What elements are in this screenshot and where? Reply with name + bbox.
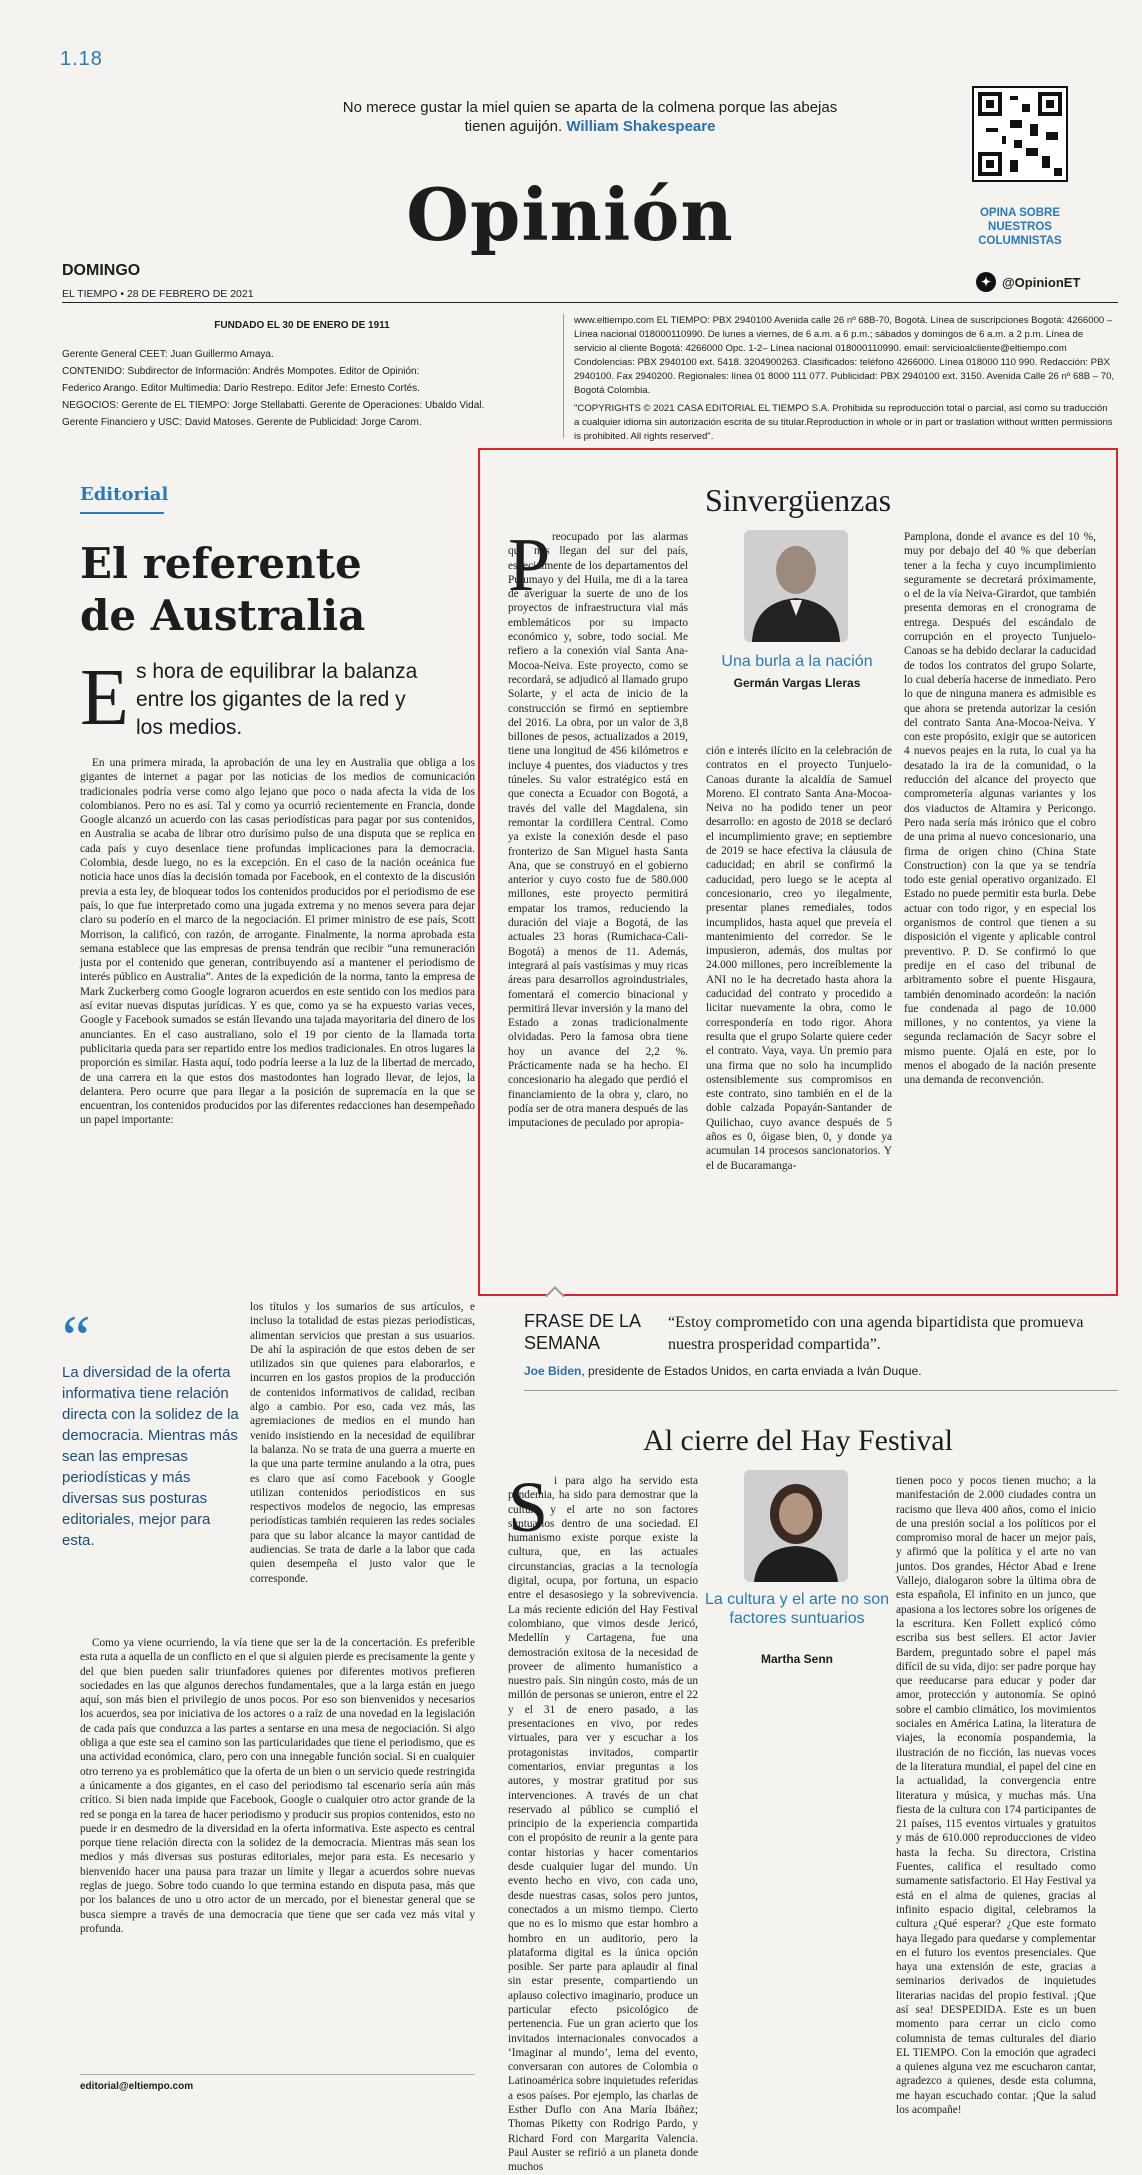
founded-line: FUNDADO EL 30 DE ENERO DE 1911 xyxy=(214,320,390,331)
editorial-pull-quote: La diversidad de la oferta informativa tiene relación directa con la solidez de la democracia. Mientras más sean las empresas periodísticas y más diversas sus posturas editoriales, mejor para esta. xyxy=(62,1364,239,1549)
header-divider xyxy=(563,314,564,438)
column1-title: Sinvergüenzas xyxy=(704,482,892,518)
column1-tagline: Una burla a la nación xyxy=(721,653,873,670)
person-icon xyxy=(744,530,848,642)
column2-author: Martha Senn xyxy=(760,1652,833,1666)
editorial-title: El referente de Australia xyxy=(80,539,366,640)
editorial-kicker: Editorial xyxy=(80,484,169,505)
date-line: EL TIEMPO • 28 DE FEBRERO DE 2021 xyxy=(62,288,254,300)
editorial-email[interactable]: editorial@eltiempo.com xyxy=(80,2081,194,2092)
qr-pattern-icon xyxy=(974,88,1066,180)
pull-quote-mark-icon: “ xyxy=(62,1302,91,1373)
page-number: 1.18 xyxy=(60,48,103,70)
person-icon xyxy=(744,1470,848,1582)
editorial-lede: s hora de equilibrar la balanza entre los gigantes de la red y los medios. xyxy=(136,660,418,739)
contact-info: www.eltiempo.com EL TIEMPO: PBX 2940100 Avenida calle 26 nº 68B-70, Bogotá. Línea de suscripciones Bogotá: 4266000 – Línea nacional 018000110990. De lunes a viernes, de 6 a.m. a 6 p.m.; sábados y domingos de 6 a.m. a 2 p.m. Línea de servicio al cliente Bogotá: 4266000 Opc. 1-2– Línea nacional 018000110990. email: servicioalcliente@eltiempo.com Condolencias: PBX 2940100 ext. 5418. 3204900263. Clasificados: teléfono 4266000. Línea 018000 110 990. Redacción: PBX 2940100. Fax 2940200. Regionales: línea 01 8000 111 077. Publicidad: PBX 2940100 ext. 3150. Avenida Calle 26 nº 68B – 70, Bogotá Colombia. xyxy=(574,315,1115,396)
frase-quote: “Estoy comprometido con una agenda bipartidista que promueva nuestra prosperidad compartida”. xyxy=(668,1314,1084,1353)
editorial-body-middle: los títulos y los sumarios de sus artículos, e incluso la totalidad de estas piezas periodísticas, alimentan servicios que prestan a sus usuarios. De ahí la aspiración de que estos deben de ser utilizados sin que quienes para elaborarlos, e incurren en los gastos propios de la producción de contenidos informativos de calidad, reciban algo a cambio. Por eso, cada vez más, las agremiaciones de medios en el mundo han venido insistiendo en la necesidad de equilibrar la balanza. No se trata de una guerra a muerte en la que una parte termine anulando a la otra, pues es claro que así como Facebook y Google utilizan contenidos periodísticos en sus respectivos modelos de negocio, las empresas periodísticas también requieren las redes sociales para que su labor alcance la mayor cantidad de audiencias. Se trata de darle a la labor que cada quien desempeña el justo valor que le corresponde. xyxy=(250,1301,475,1585)
twitter-handle-text: @OpinionET xyxy=(1002,274,1081,290)
staff-line: Federico Arango. Editor Multimedia: Darío Restrepo. Editor Jefe: Ernesto Cortés. xyxy=(62,383,420,394)
top-quote xyxy=(330,98,850,136)
column1-body-b: ción e interés ilícito en la celebración de contratos en el proyecto Tunjuelo-Canoas durante la alcaldía de Samuel Moreno. El contrato Santa Ana-Mocoa-Neiva no ha podido tener un peor desarrollo: en agosto de 2018 se declaró el incumplimiento grave; en septiembre de 2019 se hace efectiva la cláusula de caducidad; en abril se confirmó la caducidad, pero luego se le acepta al concesionario, creo yo ilegalmente, presentar planes remediales, todos incumplidos, hasta aquel que preveía el mantenimiento del corredor. Se le impusieron, además, dos multas por 24.000 millones, pero increíblemente la ANI no le ha decretado hasta ahora la caducidad del contrato y procedido a licitar nuevamente la obra, como le correspondería en todo rigor. Ahora resulta que el grupo Solarte quiere ceder el contrato. Vaya, vaya. Un premio para una firma que no solo ha incumplido ostensiblemente sus compromisos en este contrato, sino también en el de la doble calzada Popayán-Santander de Quilichao, cuyo avance después de 5 años es 0, óigase bien, 0, y donde ya acumulan 14 procesos sancionatorios. Y el de Bucaramanga- xyxy=(706,745,892,1172)
column2-body-a: i para algo ha servido esta pandemia, ha sido para demostrar que la cultura y el arte no son factores suntuarios dentro de una sociedad. El humanismo existe porque existe la cultura, que, en las actuales circunstancias, gracias a la tecnología digital, ocupa, por fortuna, un espacio entre el desasosiego y la sobrevivencia. La más reciente edición del Hay Festival colombiano, que vimos desde Jericó, Medellín y Cartagena, fue una demostración exitosa de la necesidad de proveer de alimento humanístico a nuestro país. Sin ningún costo, más de un millón de personas se unieron, entre el 22 y el 31 de enero pasado, a las presentaciones en vivo, por redes virtuales, para ver y escuchar a los protagonistas invitados, compartir comentarios, enviar preguntas a los autores, y mostrar gratitud por sus intervenciones. A través de un chat reservado al público se cumplió el principio de la experiencia compartida con el propósito de reunir a la gente para contar historias y hacer comentarios desde cualquier lugar del mundo. Un evento hecho en vivo, con cada uno, desde nuestras casas, solos pero juntos, conectados a un mismo tiempo. Cierto que no es lo mismo que estar hombro a hombro en un auditorio, pero la plataforma digital es la única opción posible. Ser parte para aplaudir al final sin estar presente, compartiendo un aplauso colectivo imaginario, produce un particular efecto psicológico de pertenencia. Fue un gran acierto que los invitados internacionales convocados a ‘Imaginar al mundo’, lema del evento, conversaran con autores de Colombia o Latinoamérica sobre inquietudes referidas a esos países. Por ejemplo, las charlas de Esther Duflo con Ana María Ibáñez; Thomas Piketty con Rodrigo Pardo, y Richard Ford con Margarita Valencia. Paul Auster se refirió a un planeta donde muchos xyxy=(508,1475,698,2174)
editorial-body-bottom: Como ya viene ocurriendo, la vía tiene que ser la de la concertación. Es preferible esta ruta a aquella de un conflicto en el que si alguien pierde es precisamente la gente y del que bien pueden salir triunfadores quienes por diferentes motivos prefieren sociedades en las que algunos derechos fundamentales, que a la larga están en juego aquí, son más bien el privilegio de unos pocos. Por eso son bienvenidos y necesarios los acuerdos, sea por iniciativa de los actores o a raíz de una novedad en la legislación de cada país que conduzca a las partes a sentarse en una mesa de negociación. Si algo obliga a que este sea el camino son las particularidades que tiene el periodismo, que es una actividad económica, claro, pero con una innegable función social. Si en cualquier otro terreno ya es problemático que la oferta de un bien o un servicio quede restringida a únicamente a dos gigantes, en el caso del periodismo tal escenario sería aún más crítico. Si bien nada impide que Facebook, Google o cualquier otro actor grande de la red se ponga en la tarea de hacer periodismo y producir sus propios contenidos, esto no puede ir en desmedro de la diversidad en la oferta informativa. Este aspecto es central porque tiene relación directa con la solidez de la democracia. Mientras más sean los medios y más diversas sus posturas editoriales, mejor para esta. Es necesario y bienvenido hacer una pausa para trazar un límite y llegar a acuerdos sobre nuevas reglas de juego. Sobre todo cuando lo que termina estando en disputa pasa, más que por los balances de uno u otro actor de un mercado, por el bienestar general que se busca siempre a través de una democracia que tiene que ser cada vez más vital y profunda. xyxy=(80,1637,475,1935)
column2-tagline: La cultura y el arte no son factores suntuarios xyxy=(704,1591,890,1627)
frase-role: , presidente de Estados Unidos, en carta enviada a Iván Duque. xyxy=(581,1364,922,1378)
qr-caption: OPINA SOBRE NUESTROS COLUMNISTAS xyxy=(978,207,1062,247)
staff-line: Gerente General CEET: Juan Guillermo Amaya. xyxy=(62,349,274,360)
kicker-underline xyxy=(80,512,164,514)
frase-attribution xyxy=(524,1364,922,1378)
staff-box xyxy=(62,346,562,431)
author-photo-senn xyxy=(744,1470,848,1582)
column1-body-c: Pamplona, donde el avance es del 10 %, muy por debajo del 40 % que deberían tener a la fecha y cuyo incumplimiento seguramente se decretará próximamente, o el de la vía Neiva-Girardot, que también presenta demoras en el cronograma de entrega. Después del escándalo de corrupción en el proyecto Tunjuelo-Canoas se ha debido declarar la caducidad de todos los contratos del grupo Solarte, lo cual debería hacerse de inmediato. Pero lo que de ninguna manera es admisible es que ahora se pretenda autorizar la cesión del contrato Santa Ana-Mocoa-Neiva. Y con este propósito, exigir que se autoricen 4 nuevos peajes en la ruta, lo cual ya ha desatado la ira de la comunidad, o la reducción del alcance del proyecto que comprometería algunas variantes y los dos viaductos de Altamira y Pericongo. Pero nada sería más irónico que el cobro de una prima al nuevo concesionario, una firma de origen chino (China State Construction) con la que ya se tendría todo este genial operativo organizado. El Estado no puede permitir esta burla. Debe actuar con todo rigor, y en especial los organismos de control que tienen a su disposición el vigente y aplicable control preventivo. P. D. Se confirmó lo que predije en el caso del tribunal de arbitramento sobre el puente Hisgaura, también denominado acordeón: la nación fue condenada al pago de 10.000 millones, y no contentos, ya viene la segunda reclamación de Sacyr sobre el mismo puente. Ojalá en este, por lo menos el abogado de la nación presente una demanda de reconvención. xyxy=(904,531,1096,1087)
editorial-drop-cap: E xyxy=(80,654,129,742)
column1-intro: reocupado por las alarmas que nos llegan del sur del país, especialmente de los departamentos del Putumayo y del Huila, me di a la tarea de averiguar la suerte de uno de los proyectos de infraestructura vial más emblemáticos por su impacto económico y, sobre, todo social. Me refiero a la conexión vial Santa Ana-Mocoa-Neiva. Este proyecto, como se recordará, se adjudicó al llamado grupo Solarte, y el acta de inicio de la construcción se firmó en septiembre del 2016. La obra, por un valor de 3,8 billones de pesos, actualizados a 2019, tiene una longitud de 456 kilómetros e incluye 4 puentes, dos viaductos y tres túneles. Su valor estratégico está en que conecta a Ecuador con Bogotá, a través del valle del Magdalena, sin remontar la cordillera Central. Como ya existe la conexión desde el paso fronterizo de San Miguel hasta Santa Ana, que se construyó en el gobierno anterior y cuyo costo fue de 580.000 millones, este proyecto permitirá empatar los tramos, reduciendo la duración del viaje a Bogotá, de las actuales 23 horas (Rumichaca-Cali-Bogotá) a menos de 11. Además, integrará al país vastísimas y muy ricas áreas para desarrollos agroindustriales, fomentará el comercio binacional y permitirá llevar inversión y la mano del Estado a zonas tradicionalmente olvidadas. Pero la famosa obra tiene hoy un avance del 2,2 %. Prácticamente nada se ha hecho. El concesionario ha alegado que perdió el financiamiento de la obra y, claro, no podía ser de otra manera después de las imputaciones de peculado por apropia- xyxy=(508,531,688,1130)
column2-drop-cap: S xyxy=(508,1467,549,1547)
column2-title: Al cierre del Hay Festival xyxy=(643,1424,953,1457)
top-quote-text: No merece gustar la miel quien se aparta de la colmena porque las abejas tienen aguijón. xyxy=(342,99,838,135)
twitter-icon: ✦ xyxy=(976,272,996,292)
editorial-body-top: En una primera mirada, la aprobación de una ley en Australia que obliga a los gigantes de internet a pagar por las noticias de los medios de comunicación tradicionales podría verse como algo lejano que poco o nada afecta la vida de los colombianos. Pero no es así. Tal y como ya ocurrió recientemente en Francia, donde Google alcanzó un acuerdo con las casas periodísticas para pagar por sus contenidos, en Australia se acaba de librar otro durísimo pulso de una disputa que se replica en cada país y cuyo desenlace tiene profundas implicaciones para la democracia. Colombia, desde luego, no es la excepción. En el caso de la nación oceánica fue noticia hace unos días la decisión tomada por Facebook, en el contexto de la discusión previa a esta ley, de bloquear todos los contenidos producidos por el periodismo de ese país, lo que fue interpretado como una jugada extrema y no menos severa para dejar claro su poderío en el marco de la negociación. El primer ministro de ese país, Scott Morrison, la calificó, con razón, de arrogante. Finalmente, la norma aprobada esta semana establece que las empresas de prensa tendrán que recibir “una remuneración justa por el contenido que generan, contribuyendo así a mantener el periodismo de interés público en Australia”. Antes de la expedición de la norma, tanto la empresa de Mark Zuckerberg como Google lograron acuerdos en este sentido con los medios para así evitar nuevas disputas jurídicas. Y es que, como ya se ha expuesto varias veces, Google y Facebook sumados se están llevando una tajada mayoritaria del dinero de los anunciantes. En el caso australiano, solo el 19 por ciento de la llamada torta publicitaria queda para ser repartido entre los medios tradicionales. En otros lugares la proporción es similar. Hasta aquí, todo podría leerse a la luz de la libertad de mercado, de una carrera en la que estos dos mastodontes han logrado llevar, de lejos, la delantera. Pero ocurre que para llegar a la posición de supremacía en la que se encuentran, los contenidos producidos por las diferentes redacciones han desempeñado un papel importante: xyxy=(80,757,475,1127)
column2-body-b: tienen poco y pocos tienen mucho; a la manifestación de 2.000 ciudades contra un racismo que lleva 400 años, como el inicio de una presión social a los políticos por el compromiso moral de hacer un mejor país, y afirmó que la política y el arte no van juntos. Dos grandes, Héctor Abad e Irene Vallejo, dialogaron sobre la última obra de esta española, El infinito en un junco, que apasiona a los lectores sobre los orígenes de la escritura. Ken Follett explicó cómo escriba sus best sellers. El actor Javier Bardem, preguntado sobre el papel más difícil de su vida, dijo: ser padre porque hay que reeducarse para educar y poder dar amor, protección y autonomía. Se opinó sobre el cambio climático, los movimientos sociales en América Latina, la literatura de viajes, la economía pospandemia, la ilustración de no ficción, las nuevas voces de la literatura mundial, el papel del cine en la actualidad, la convergencia entre literatura y música, y muchas más. Una fiesta de la cultura con 174 participantes de 21 países, 115 eventos virtuales y gratuitos y más de 610.000 reproducciones de video hasta la fecha. Su directora, Cristina Fuentes, califica el resultado como sumamente satisfactorio. El Hay Festival ya está en el alma de quienes, gracias al infinito espacio digital, celebramos la cultura ¿Qué esperar? ¿Que este formato haya llegado para quedarse y complementar en el futuro los eventos presenciales. Que haya una extensión de este, gracias a seminarios derivados de inquietudes literarias nacidas del propio festival. ¡Que así sea! DESPEDIDA. Este es un buen momento para cerrar un ciclo como columnista de temas culturales del diario EL TIEMPO. Con la emoción que agradeci a quienes alguna vez me escucharon cantar, agradezco a quienes, desde esta columna, me hayan escuchado contar. ¡Que la salud los acompañe! xyxy=(896,1475,1096,2117)
staff-line: NEGOCIOS: Gerente de EL TIEMPO: Jorge Stellabatti. Gerente de Operaciones: Ubaldo Vidal. xyxy=(62,400,485,411)
staff-line: CONTENIDO: Subdirector de Información: Andrés Mompotes. Editor de Opinión: xyxy=(62,366,420,377)
twitter-handle[interactable] xyxy=(976,272,1080,292)
day-label: DOMINGO xyxy=(62,262,141,279)
column1-author: Germán Vargas Lleras xyxy=(733,676,861,690)
section-title: Opinión xyxy=(406,172,734,257)
copyright: "COPYRIGHTS © 2021 CASA EDITORIAL EL TIEMPO S.A. Prohibida su reproducción total o parcial, así como su traducción a cualquier idioma sin autorización escrita de su titular.Reproduction in whole or in part or traslation without written permissions is prohibited. All rights reserved". xyxy=(574,403,1113,442)
frase-rule xyxy=(524,1390,1118,1391)
footer-rule xyxy=(80,2074,475,2075)
qr-code[interactable] xyxy=(972,86,1068,182)
header-rule xyxy=(62,302,1118,303)
author-photo-vargas xyxy=(744,530,848,642)
column1-drop-cap: P xyxy=(508,523,551,607)
top-quote-author: William Shakespeare xyxy=(566,118,716,135)
frase-label: FRASE DE LA SEMANA xyxy=(524,1311,641,1353)
staff-line: Gerente Financiero y USC: David Matoses. Gerente de Publicidad: Jorge Carom. xyxy=(62,417,422,428)
frase-speaker: Joe Biden xyxy=(524,1364,582,1378)
